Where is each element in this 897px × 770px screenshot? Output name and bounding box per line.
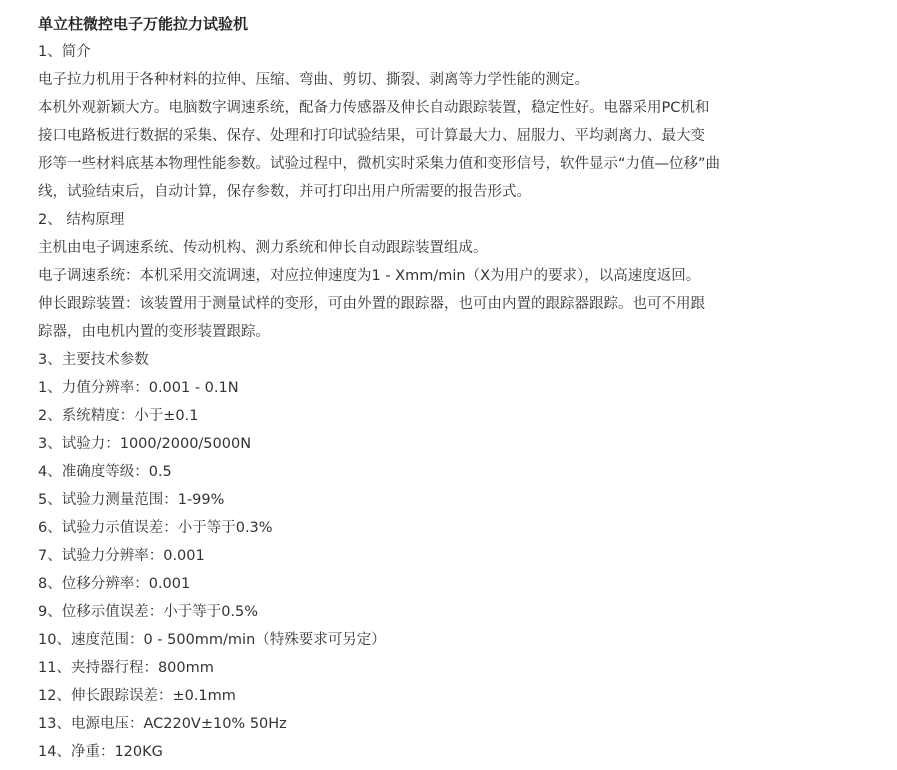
paragraph-line: 接口电路板进行数据的采集、保存、处理和打印试验结果，可计算最大力、屈服力、平均剥离力、最大变 (38, 128, 705, 144)
param-item: 9、位移示值误差：小于等于0.5% (38, 604, 259, 620)
param-item: 12、伸长跟踪误差：±0.1mm (38, 688, 236, 704)
param-item: 13、电源电压：AC220V±10% 50Hz (38, 716, 287, 732)
param-item: 11、夹持器行程：800mm (38, 660, 214, 676)
paragraph-line: 电子拉力机用于各种材料的拉伸、压缩、弯曲、剪切、撕裂、剥离等力学性能的测定。 (38, 72, 589, 88)
param-item: 14、净重：120KG (38, 744, 163, 760)
paragraph-line: 形等一些材料底基本物理性能参数。试验过程中，微机实时采集力值和变形信号，软件显示“力值—位移”曲 (38, 156, 721, 172)
param-item: 3、试验力：1000/2000/5000N (38, 436, 252, 452)
section-heading-intro: 1、简介 (38, 44, 91, 60)
param-item: 4、准确度等级：0.5 (38, 464, 172, 480)
paragraph-line: 电子调速系统：本机采用交流调速，对应拉伸速度为1 - Xmm/min（X为用户的要求），以高速度返回。 (38, 268, 701, 284)
paragraph-line: 主机由电子调速系统、传动机构、测力系统和伸长自动跟踪装置组成。 (38, 240, 488, 256)
param-item: 5、试验力测量范围：1-99% (38, 492, 225, 508)
paragraph-line: 踪器，由电机内置的变形装置跟踪。 (38, 324, 270, 340)
param-item: 2、系统精度：小于±0.1 (38, 408, 199, 424)
paragraph-line: 伸长跟踪装置：该装置用于测量试样的变形，可由外置的跟踪器，也可由内置的跟踪器跟踪。也可不用跟 (38, 296, 705, 312)
section-heading-params: 3、主要技术参数 (38, 352, 149, 368)
param-item: 1、力值分辨率：0.001 - 0.1N (38, 380, 239, 396)
paragraph-line: 线，试验结束后，自动计算，保存参数，并可打印出用户所需要的报告形式。 (38, 184, 531, 200)
paragraph-line: 本机外观新颖大方。电脑数字调速系统，配备力传感器及伸长自动跟踪装置，稳定性好。电器采用PC机和 (38, 100, 710, 116)
param-item: 7、试验力分辨率：0.001 (38, 548, 205, 564)
param-item: 8、位移分辨率：0.001 (38, 576, 191, 592)
param-item: 6、试验力示值误差：小于等于0.3% (38, 520, 273, 536)
section-heading-structure: 2、 结构原理 (38, 212, 125, 228)
document-title: 单立柱微控电子万能拉力试验机 (38, 15, 249, 33)
param-item: 10、速度范围：0 - 500mm/min（特殊要求可另定） (38, 632, 386, 648)
